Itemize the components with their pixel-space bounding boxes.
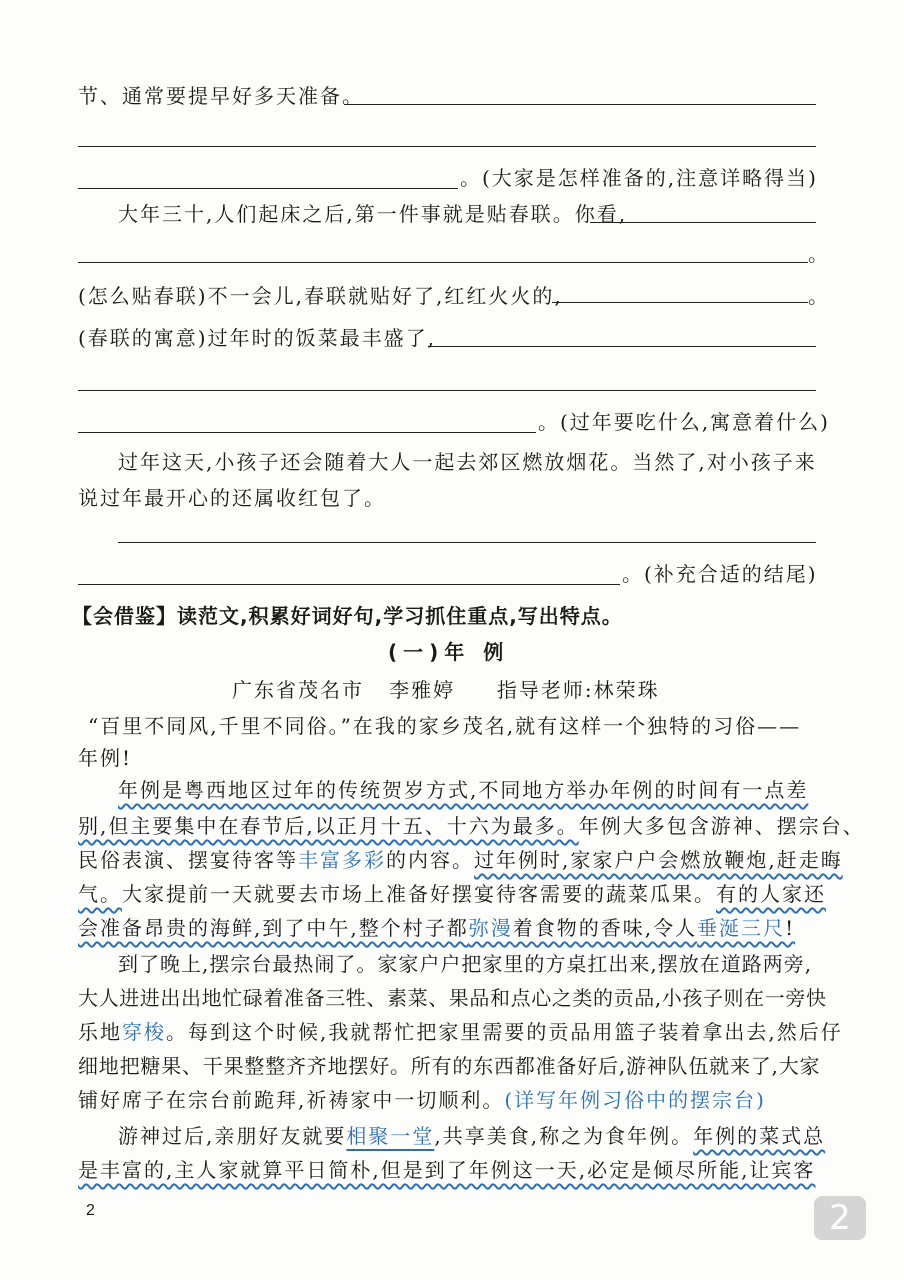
essay-title: (一)年 例: [388, 640, 510, 664]
answer-blank[interactable]: [78, 432, 536, 433]
essay-text: 大家提前一天就要去市场上准备好摆宴待客需要的蔬菜瓜果。: [122, 882, 716, 906]
exercise-line-how-couplets: (怎么贴春联)不一会儿,春联就贴好了,红红火火的,: [78, 284, 563, 308]
exercise-hint-prepare: 。(大家是怎样准备的,注意详略得当): [460, 166, 818, 190]
wavy-underlined-text: 有的人家还: [716, 882, 826, 906]
essay-line: [78, 880, 826, 908]
essay-line: 到了晚上,摆宗台最热闹了。家家户户把家里的方桌扛出来,摆放在道路两旁,: [118, 952, 813, 976]
essay-text: 。每到这个时候,我就帮忙把家里需要的贡品用篮子装着拿出去,然后仔: [166, 1020, 843, 1044]
period-mark: 。: [808, 242, 830, 266]
answer-blank[interactable]: [552, 302, 808, 303]
wavy-underlined-text: 会准备昂贵的海鲜,到了中午,整个村子都: [78, 916, 469, 940]
section-heading: 【会借鉴】读范文,积累好词好句,学习抓住重点,写出特点。: [72, 604, 623, 628]
wavy-underlined-text: 着食物的香味,令人: [512, 916, 698, 940]
essay-text: 的内容。: [386, 848, 474, 872]
highlighted-phrase: 穿梭: [122, 1020, 166, 1044]
exercise-hint-ending: 。(补充合适的结尾): [622, 562, 818, 586]
exercise-line-1: 节、通常要提早好多天准备。: [78, 84, 364, 108]
wavy-underlined-text: 年例的菜式总: [693, 1124, 826, 1148]
essay-line: [78, 812, 865, 840]
essay-line: 大人进进出出地忙碌着准备三牲、素菜、果品和点心之类的贡品,小孩子则在一旁快: [78, 986, 827, 1010]
answer-blank[interactable]: [78, 146, 816, 147]
answer-blank[interactable]: [78, 188, 458, 189]
annotation-note: (详写年例习俗中的摆宗台): [504, 1088, 766, 1112]
essay-text: 铺好席子在宗台前跪拜,祈祷家中一切顺利。: [78, 1088, 505, 1112]
essay-line: [118, 1122, 825, 1150]
page-number: 2: [86, 1202, 95, 1219]
essay-line: [118, 776, 808, 804]
highlighted-phrase: 相聚一堂: [346, 1124, 435, 1148]
answer-blank[interactable]: [78, 262, 808, 263]
essay-text: 年例大多包含游神、摆宗台、: [578, 814, 865, 838]
answer-blank[interactable]: [78, 390, 816, 391]
wavy-underlined-text: 年例是粤西地区过年的传统贺岁方式,不同地方举办年例的时间有一点差: [118, 778, 809, 802]
wavy-underlined-text: 是丰富的,主人家就算平日简朴,但是到了年例这一天,必定是倾尽所能,让宾客: [78, 1158, 816, 1182]
exercise-line-couplets: 大年三十,人们起床之后,第一件事就是贴春联。你看,: [118, 202, 628, 226]
answer-blank[interactable]: [344, 104, 816, 105]
exercise-line-fireworks: 过年这天,小孩子还会随着大人一起去郊区燃放烟花。当然了,对小孩子来: [118, 450, 817, 474]
essay-line: [78, 1156, 815, 1184]
period-mark: 。: [808, 284, 830, 308]
wavy-underlined-text: 气。: [78, 882, 122, 906]
page-badge: 2: [814, 1196, 866, 1240]
answer-blank[interactable]: [78, 584, 620, 585]
exercise-line-red-envelope: 说过年最开心的还属收红包了。: [78, 486, 386, 510]
essay-text: ,共享美食,称之为食年例。: [434, 1124, 694, 1148]
wavy-underlined-text: 别,但主要集中在春节后,以正月十五、十六为最多。: [78, 814, 579, 838]
answer-blank[interactable]: [590, 222, 816, 223]
essay-line: 细地把糖果、干果整整齐齐地摆好。所有的东西都准备好后,游神队伍就来了,大家: [78, 1054, 821, 1078]
essay-line: 年例!: [78, 746, 133, 770]
wavy-underlined-text: !: [785, 916, 796, 940]
highlighted-phrase: 丰富多彩: [298, 848, 386, 872]
essay-line: [78, 914, 795, 942]
essay-line: [78, 1018, 843, 1046]
essay-line: “百里不同风,千里不同俗。”在我的家乡茂名,就有这样一个独特的习俗——: [88, 714, 802, 738]
essay-text: 民俗表演、摆宴待客等: [78, 848, 298, 872]
answer-blank[interactable]: [428, 346, 816, 347]
essay-line: [78, 1086, 766, 1114]
essay-byline: 广东省茂名市 李雅婷 指导老师:林荣珠: [232, 678, 660, 702]
essay-line: [78, 846, 843, 874]
essay-text: 乐地: [78, 1020, 122, 1044]
wavy-underlined-text: 过年例时,家家户户会燃放鞭炮,赶走晦: [474, 848, 843, 872]
highlighted-phrase: 垂涎三尺: [697, 916, 786, 940]
highlighted-phrase: 弥漫: [468, 916, 513, 940]
essay-text: 游神过后,亲朋好友就要: [118, 1124, 347, 1148]
exercise-hint-food: 。(过年要吃什么,寓意着什么): [538, 410, 830, 434]
answer-blank[interactable]: [118, 542, 816, 543]
exercise-line-dishes: (春联的寓意)过年时的饭菜最丰盛了,: [78, 326, 436, 350]
